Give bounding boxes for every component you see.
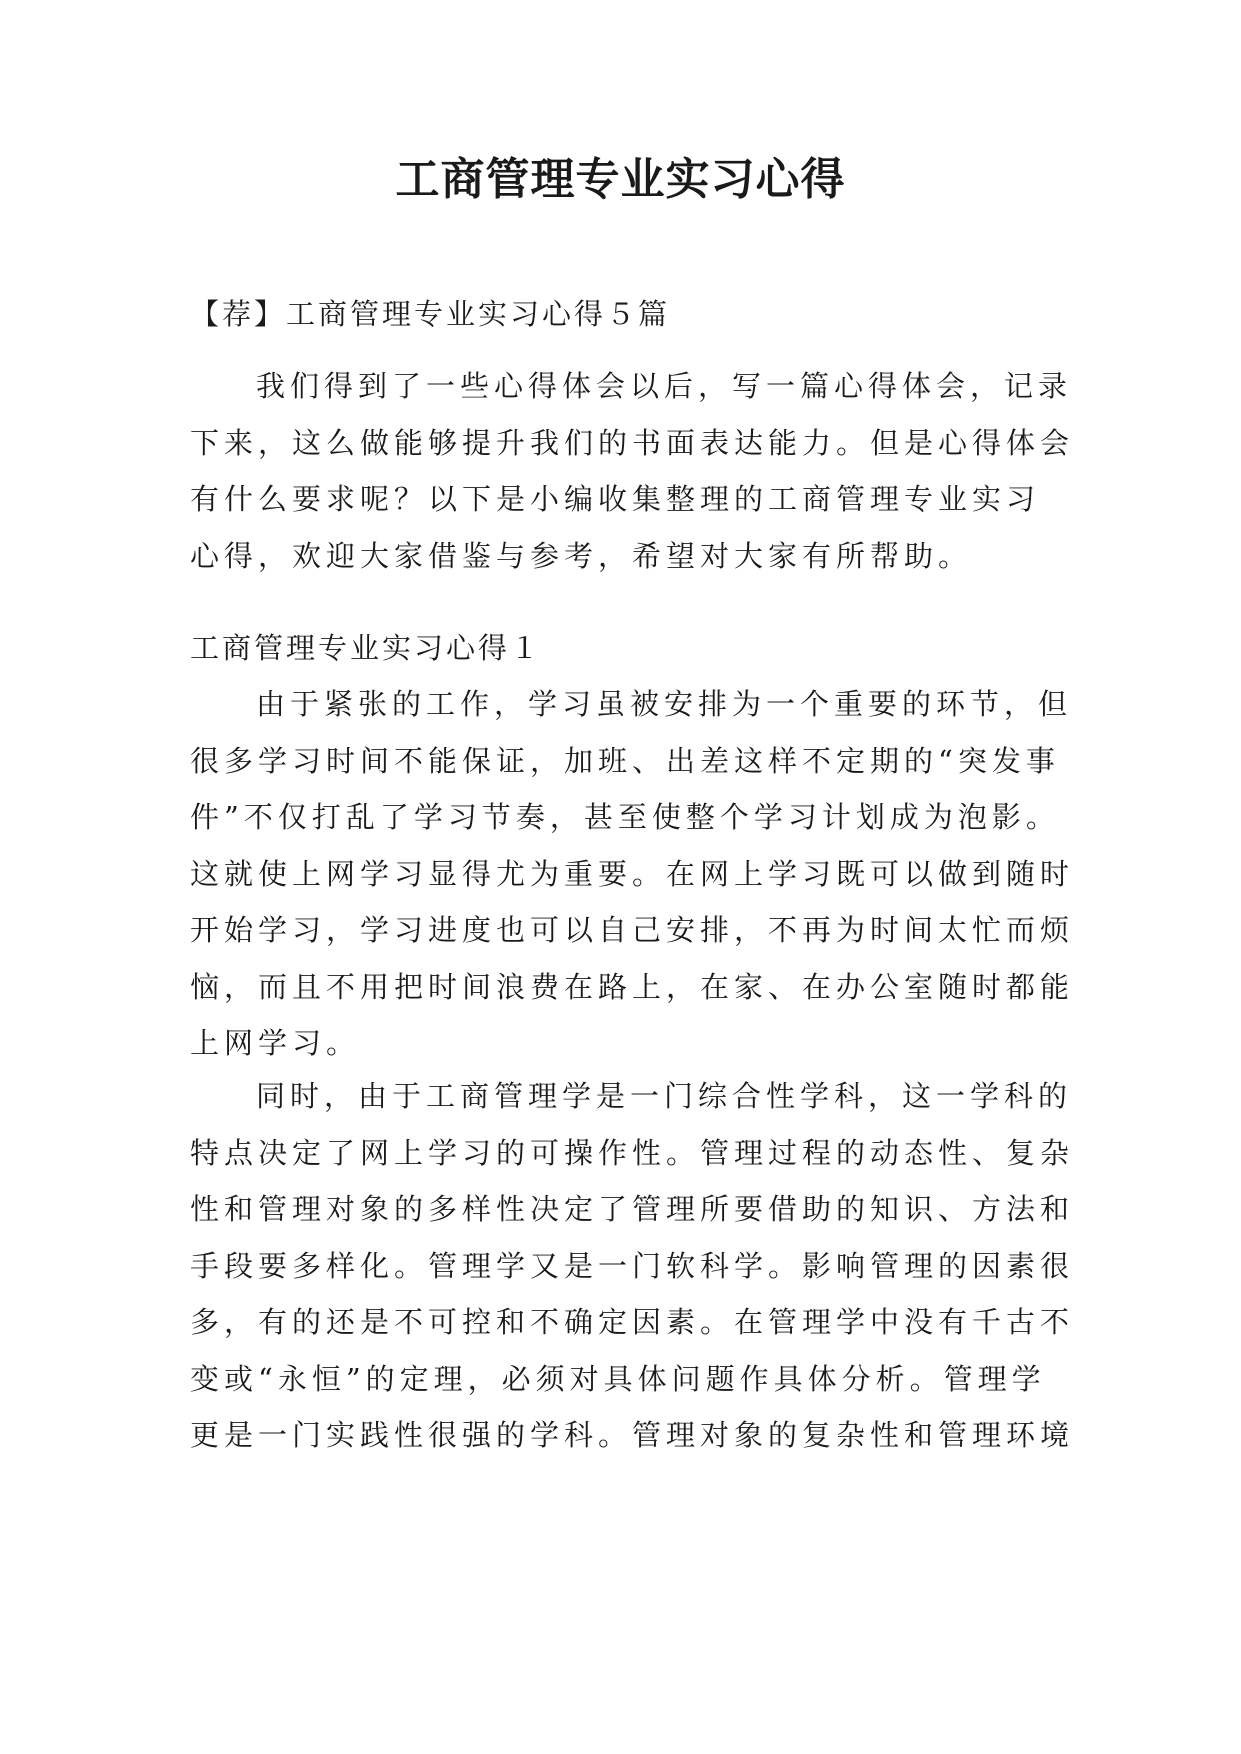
section-1 (190, 620, 1075, 1072)
intro-line: 我们得到了一些心得体会以后，写一篇心得体会，记录 (256, 369, 1073, 403)
paragraph-2-line: 性和管理对象的多样性决定了管理所要借助的知识、方法和 (190, 1192, 1075, 1226)
paragraph-1-line: 上网学习。 (190, 1026, 361, 1060)
document-title: 工商管理专业实习心得 (395, 154, 846, 205)
paragraph-2-line: 特点决定了网上学习的可操作性。管理过程的动态性、复杂 (190, 1135, 1075, 1170)
paragraph-2-line: 手段要多样化。管理学又是一门软科学。影响管理的因素很 (190, 1248, 1075, 1283)
paragraph-2-line: 变或“永恒”的定理，必须对具体问题作具体分析。管理学 (190, 1361, 1046, 1396)
paragraph-1-line: 这就使上网学习显得尤为重要。在网上学习既可以做到随时 (190, 856, 1075, 891)
paragraph-1-line: 开始学习，学习进度也可以自己安排，不再为时间太忙而烦 (190, 913, 1075, 947)
paragraph-2-line: 多，有的还是不可控和不确定因素。在管理学中没有千古不 (190, 1305, 1075, 1339)
intro-line: 下来，这么做能够提升我们的书面表达能力。但是心得体会 (190, 425, 1075, 460)
paragraph-1-line: 件”不仅打乱了学习节奏，甚至使整个学习计划成为泡影。 (190, 800, 1060, 834)
intro-paragraph (190, 358, 1075, 584)
paragraph-2-line: 更是一门实践性很强的学科。管理对象的复杂性和管理环境 (190, 1418, 1075, 1452)
paragraph-2-line: 同时，由于工商管理学是一门综合性学科，这一学科的 (256, 1079, 1073, 1113)
paragraph-1-line: 由于紧张的工作，学习虽被安排为一个重要的环节，但 (256, 687, 1073, 721)
intro-line: 有什么要求呢？以下是小编收集整理的工商管理专业实习 (190, 482, 1041, 516)
paragraph-1-line: 很多学习时间不能保证，加班、出差这样不定期的“突发事 (190, 743, 1060, 778)
document-subtitle: 【荐】工商管理专业实习心得５篇 (190, 297, 671, 331)
paragraph-2 (190, 1068, 1075, 1464)
paragraph-1-line: 恼，而且不用把时间浪费在路上，在家、在办公室随时都能 (190, 969, 1075, 1004)
intro-line: 心得，欢迎大家借鉴与参考，希望对大家有所帮助。 (190, 538, 973, 573)
section-heading: 工商管理专业实习心得１ (190, 631, 543, 665)
